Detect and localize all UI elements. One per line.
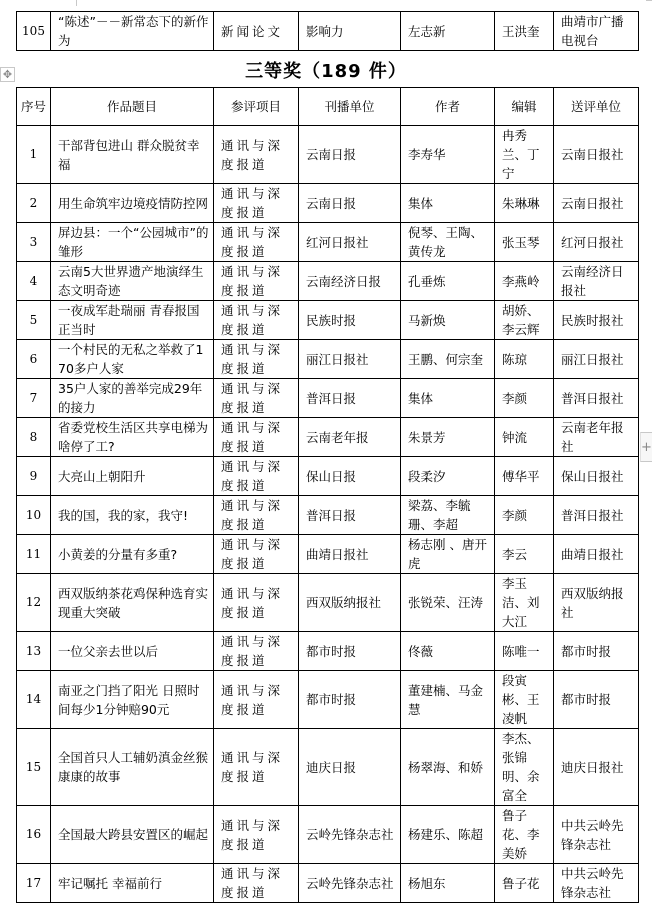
cell-publisher: 普洱日报 [299, 496, 401, 535]
cell-title: 西双版纳茶花鸡保种选育实现重大突破 [51, 574, 214, 632]
cell-publisher: 曲靖日报社 [299, 535, 401, 574]
cell-title: 一个村民的无私之举救了170多户人家 [51, 340, 214, 379]
cell-editor: 段寅彬、王凌帆 [495, 671, 554, 729]
section-title: 三等奖（189 件） [245, 61, 407, 82]
cell-editor: 张玉琴 [495, 223, 554, 262]
cell-category: 通讯与深度报道 [214, 574, 299, 632]
table-header-row [17, 88, 639, 126]
cell-editor: 李燕岭 [495, 262, 554, 301]
cell-editor: 王洪奎 [495, 12, 554, 51]
cell-title: “陈述”－－新常态下的新作为 [51, 12, 214, 51]
cell-category: 通讯与深度报道 [214, 301, 299, 340]
cell-title: 我的国，我的家，我守! [51, 496, 214, 535]
cell-title: 大亮山上朝阳升 [51, 457, 214, 496]
cell-title: 屏边县：一个“公园城市”的雏形 [51, 223, 214, 262]
cell-submitter: 中共云岭先锋杂志社 [554, 806, 639, 864]
cell-submitter: 曲靖市广播电视台 [554, 12, 639, 51]
cell-publisher: 云南日报 [299, 126, 401, 184]
cell-editor: 冉秀兰、丁宁 [495, 126, 554, 184]
cell-submitter: 都市时报 [554, 632, 639, 671]
cell-no: 6 [17, 340, 51, 379]
cell-publisher: 云岭先锋杂志社 [299, 864, 401, 903]
cell-no: 14 [17, 671, 51, 729]
cell-submitter: 曲靖日报社 [554, 535, 639, 574]
cell-category: 新闻论文 [214, 12, 299, 51]
table-row [17, 632, 639, 671]
cell-no: 4 [17, 262, 51, 301]
cell-no: 8 [17, 418, 51, 457]
plus-icon: + [641, 439, 652, 455]
cell-category: 通讯与深度报道 [214, 729, 299, 806]
cell-publisher: 云南经济日报 [299, 262, 401, 301]
cell-submitter: 云南经济日报社 [554, 262, 639, 301]
cell-category: 通讯与深度报道 [214, 262, 299, 301]
table-row [17, 340, 639, 379]
table-row [17, 729, 639, 806]
cell-publisher: 红河日报社 [299, 223, 401, 262]
cell-publisher: 云南日报 [299, 184, 401, 223]
cell-no: 15 [17, 729, 51, 806]
cell-publisher: 影响力 [299, 12, 401, 51]
cell-submitter: 云南日报社 [554, 126, 639, 184]
cell-editor: 傅华平 [495, 457, 554, 496]
cell-editor: 陈琼 [495, 340, 554, 379]
cell-submitter: 西双版纳报社 [554, 574, 639, 632]
cell-title: 一位父亲去世以后 [51, 632, 214, 671]
cell-author: 马新焕 [401, 301, 495, 340]
cell-category: 通讯与深度报道 [214, 223, 299, 262]
header-publisher: 刊播单位 [299, 88, 401, 126]
cell-submitter: 中共云岭先锋杂志社 [554, 864, 639, 903]
cell-submitter: 普洱日报社 [554, 496, 639, 535]
cell-publisher: 迪庆日报 [299, 729, 401, 806]
header-category: 参评项目 [214, 88, 299, 126]
cell-editor: 李颜 [495, 496, 554, 535]
table-row [17, 184, 639, 223]
cell-publisher: 都市时报 [299, 632, 401, 671]
cell-category: 通讯与深度报道 [214, 806, 299, 864]
cell-publisher: 丽江日报社 [299, 340, 401, 379]
cell-submitter: 普洱日报社 [554, 379, 639, 418]
table-row [17, 671, 639, 729]
cell-title: 35户人家的善举完成29年的接力 [51, 379, 214, 418]
cell-publisher: 云岭先锋杂志社 [299, 806, 401, 864]
page-margin-marker [76, 0, 77, 6]
cell-no: 9 [17, 457, 51, 496]
cell-editor: 陈唯一 [495, 632, 554, 671]
table-row [17, 457, 639, 496]
cell-category: 通讯与深度报道 [214, 496, 299, 535]
cell-author: 集体 [401, 379, 495, 418]
table-row [17, 301, 639, 340]
cell-editor: 鲁子花、李美娇 [495, 806, 554, 864]
header-author: 作者 [401, 88, 495, 126]
table-row [17, 535, 639, 574]
cell-no: 13 [17, 632, 51, 671]
cell-publisher: 普洱日报 [299, 379, 401, 418]
cell-category: 通讯与深度报道 [214, 340, 299, 379]
cell-author: 杨志刚 、唐开虎 [401, 535, 495, 574]
cell-category: 通讯与深度报道 [214, 535, 299, 574]
table-row [17, 12, 639, 51]
header-title: 作品题目 [51, 88, 214, 126]
cell-category: 通讯与深度报道 [214, 418, 299, 457]
cell-submitter: 都市时报 [554, 671, 639, 729]
cell-title: 牢记嘱托 幸福前行 [51, 864, 214, 903]
table-row [17, 126, 639, 184]
cell-author: 董建楠、马金慧 [401, 671, 495, 729]
cell-submitter: 保山日报社 [554, 457, 639, 496]
cell-editor: 朱琳琳 [495, 184, 554, 223]
cell-no: 17 [17, 864, 51, 903]
cell-editor: 李云 [495, 535, 554, 574]
table-row [17, 496, 639, 535]
cell-submitter: 云南日报社 [554, 184, 639, 223]
cell-author: 杨翠海、和娇 [401, 729, 495, 806]
cell-author: 倪琴、王陶、黄传龙 [401, 223, 495, 262]
cell-category: 通讯与深度报道 [214, 126, 299, 184]
cell-author: 段柔汐 [401, 457, 495, 496]
table-row [17, 574, 639, 632]
cell-author: 孔垂炼 [401, 262, 495, 301]
cell-no: 16 [17, 806, 51, 864]
cell-no: 12 [17, 574, 51, 632]
page-margin-marker-right [646, 0, 652, 1]
previous-award-table [16, 11, 639, 51]
move-icon: ✥ [2, 68, 13, 81]
header-no: 序号 [17, 88, 51, 126]
cell-no: 5 [17, 301, 51, 340]
cell-editor: 李玉洁、刘大江 [495, 574, 554, 632]
add-column-handle[interactable] [640, 432, 652, 462]
cell-title: 云南5大世界遗产地演绎生态文明奇迹 [51, 262, 214, 301]
cell-publisher: 西双版纳报社 [299, 574, 401, 632]
cell-author: 佟薇 [401, 632, 495, 671]
cell-title: 小黄姜的分量有多重? [51, 535, 214, 574]
table-row [17, 806, 639, 864]
cell-category: 通讯与深度报道 [214, 671, 299, 729]
cell-author: 杨旭东 [401, 864, 495, 903]
cell-title: 一夜成军赴瑞丽 青春报国正当时 [51, 301, 214, 340]
cell-author: 张锐荣、汪涛 [401, 574, 495, 632]
cell-publisher: 民族时报 [299, 301, 401, 340]
cell-title: 全国最大跨县安置区的崛起 [51, 806, 214, 864]
cell-no: 10 [17, 496, 51, 535]
cell-no: 3 [17, 223, 51, 262]
cell-editor: 钟流 [495, 418, 554, 457]
cell-submitter: 红河日报社 [554, 223, 639, 262]
cell-submitter: 丽江日报社 [554, 340, 639, 379]
header-editor: 编辑 [495, 88, 554, 126]
cell-author: 集体 [401, 184, 495, 223]
cell-editor: 李杰、张锦明、余富全 [495, 729, 554, 806]
cell-publisher: 都市时报 [299, 671, 401, 729]
cell-title: 南亚之门挡了阳光 日照时间每少1分钟赔90元 [51, 671, 214, 729]
cell-editor: 胡娇、李云辉 [495, 301, 554, 340]
cell-editor: 李颜 [495, 379, 554, 418]
cell-category: 通讯与深度报道 [214, 632, 299, 671]
cell-author: 左志新 [401, 12, 495, 51]
table-row [17, 223, 639, 262]
cell-category: 通讯与深度报道 [214, 457, 299, 496]
cell-no: 11 [17, 535, 51, 574]
cell-author: 梁荔、李毓珊、李超 [401, 496, 495, 535]
cell-category: 通讯与深度报道 [214, 184, 299, 223]
cell-title: 全国首只人工辅奶滇金丝猴康康的故事 [51, 729, 214, 806]
cell-title: 干部背包进山 群众脱贫幸福 [51, 126, 214, 184]
third-prize-table [16, 87, 639, 903]
cell-title: 用生命筑牢边境疫情防控网 [51, 184, 214, 223]
cell-author: 李寿华 [401, 126, 495, 184]
cell-submitter: 民族时报社 [554, 301, 639, 340]
cell-editor: 鲁子花 [495, 864, 554, 903]
table-row [17, 864, 639, 903]
cell-author: 王鹏、何宗奎 [401, 340, 495, 379]
cell-title: 省委党校生活区共享电梯为啥停了工? [51, 418, 214, 457]
header-submitter: 送评单位 [554, 88, 639, 126]
cell-submitter: 迪庆日报社 [554, 729, 639, 806]
table-row [17, 418, 639, 457]
cell-category: 通讯与深度报道 [214, 864, 299, 903]
cell-category: 通讯与深度报道 [214, 379, 299, 418]
cell-author: 朱景芳 [401, 418, 495, 457]
cell-submitter: 云南老年报社 [554, 418, 639, 457]
cell-no: 2 [17, 184, 51, 223]
cell-publisher: 云南老年报 [299, 418, 401, 457]
table-row [17, 379, 639, 418]
cell-publisher: 保山日报 [299, 457, 401, 496]
cell-no: 1 [17, 126, 51, 184]
cell-author: 杨建乐、陈超 [401, 806, 495, 864]
table-row [17, 262, 639, 301]
cell-no: 105 [17, 12, 51, 51]
cell-no: 7 [17, 379, 51, 418]
